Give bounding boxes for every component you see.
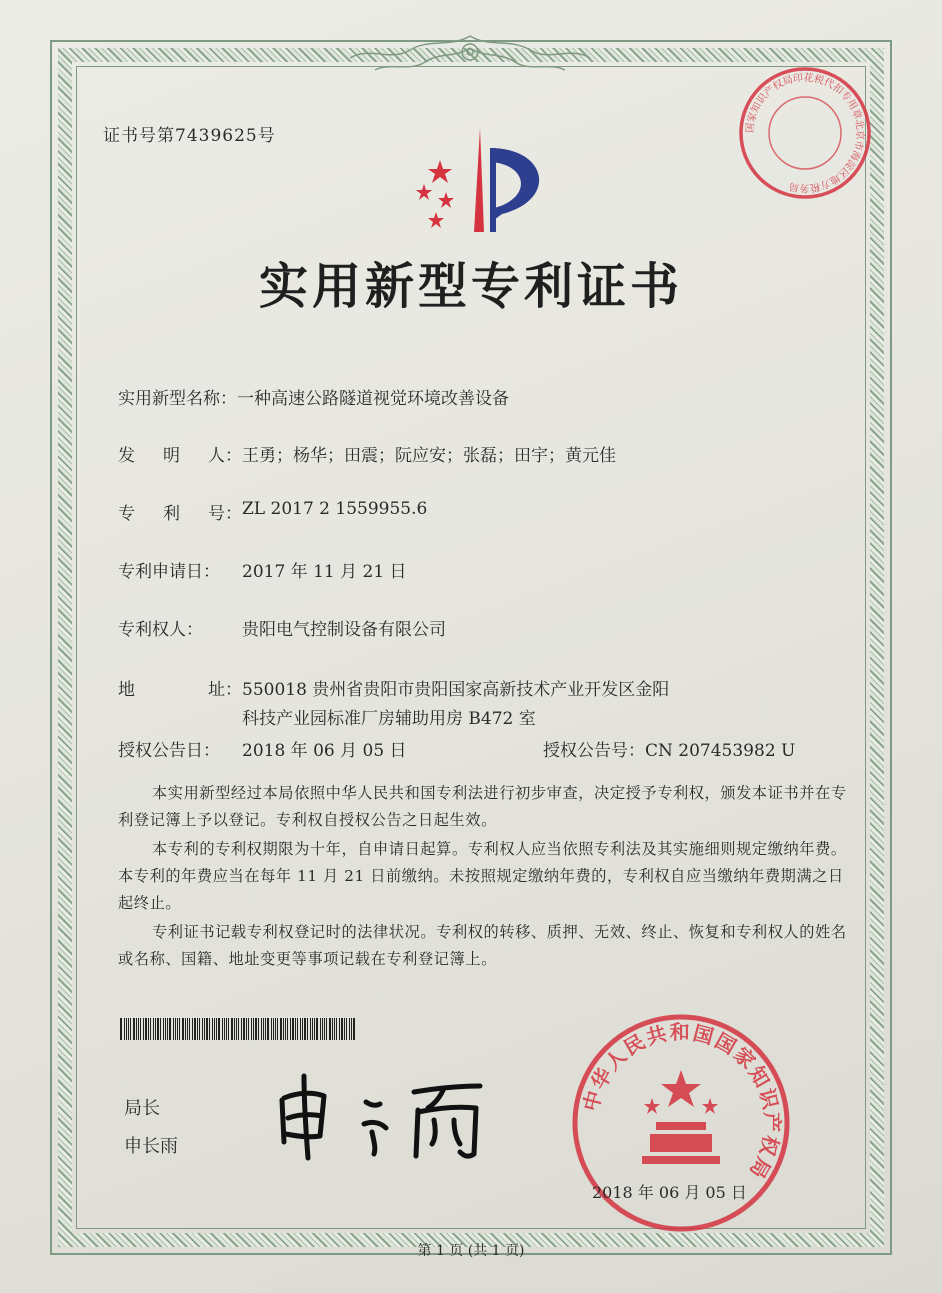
field-patentee <box>118 615 446 640</box>
field-value: 2017 年 11 月 21 日 <box>242 562 407 582</box>
field-address <box>118 675 669 700</box>
address-line-2: 科技产业园标准厂房辅助用房 B472 室 <box>242 709 536 729</box>
field-label: 专利申请日： <box>118 562 220 582</box>
field-value: 2018 年 06 月 05 日 <box>242 741 407 761</box>
field-utility-name <box>118 384 509 409</box>
field-label: 发 明 人： <box>118 446 242 466</box>
sipo-logo-icon <box>398 120 554 238</box>
field-label: 授权公告号： <box>543 741 645 761</box>
seal-text: 中华人民共和国国家知识产权局 <box>578 1019 785 1185</box>
field-label: 实用新型名称： <box>118 389 237 409</box>
director-name: 申长雨 <box>124 1136 178 1157</box>
field-label: 地 址： <box>118 680 242 700</box>
field-label: 专利权人： <box>118 620 203 640</box>
paragraph: 专利证书记载专利权登记时的法律状况。专利权的转移、质押、无效、终止、恢复和专利权人的姓名或名称、国籍、地址变更等事项记载在专利登记簿上。 <box>118 923 847 968</box>
barcode <box>120 1018 358 1040</box>
field-value: 王勇；杨华；田震；阮应安；张磊；田宇；黄元佳 <box>242 446 616 466</box>
paragraph: 本实用新型经过本局依照中华人民共和国专利法进行初步审查，决定授予专利权，颁发本证书并在专利登记簿上予以登记。专利权自授权公告之日起生效。 <box>118 784 847 829</box>
certificate-number: 证书号第7439625号 <box>103 126 276 146</box>
field-value: 550018 贵州省贵阳市贵阳国家高新技术产业开发区金阳 <box>242 680 670 700</box>
field-grant-date <box>118 736 407 761</box>
paragraph: 本专利的专利权期限为十年，自申请日起算。专利权人应当依照专利法及其实施细则规定缴纳年费。本专利的年费应当在每年 11 月 21 日前缴纳。未按照规定缴纳年费的，专利权自应当缴纳年费期满之日起终止。 <box>118 840 847 912</box>
field-inventor <box>118 441 616 466</box>
handwritten-signature <box>268 1062 488 1162</box>
field-filing-date <box>118 557 407 582</box>
field-value: CN 207453982 U <box>645 741 796 761</box>
field-label: 授权公告日： <box>118 741 220 761</box>
field-value: 一种高速公路隧道视觉环境改善设备 <box>237 389 509 409</box>
page-number: 第 1 页 (共 1 页) <box>417 1243 525 1259</box>
field-grant-number <box>543 736 795 761</box>
seal-date: 2018 年 06 月 05 日 <box>592 1183 747 1202</box>
national-emblem-icon <box>642 1070 720 1164</box>
top-ornament <box>330 28 610 88</box>
field-patent-number <box>118 499 427 524</box>
tax-seal-stamp <box>736 64 874 202</box>
svg-text:国家知识产权局印花税代扣专用章北京市海淀区地方税务局 <box>744 71 867 195</box>
document-title: 实用新型专利证书 <box>258 258 683 315</box>
field-value: 贵阳电气控制设备有限公司 <box>242 620 446 640</box>
field-value: ZL 2017 2 1559955.6 <box>242 499 428 519</box>
director-title: 局长 <box>124 1098 160 1119</box>
tax-seal-text: 国家知识产权局印花税代扣专用章北京市海淀区地方税务局 <box>744 72 866 194</box>
field-label: 专 利 号： <box>118 504 242 524</box>
